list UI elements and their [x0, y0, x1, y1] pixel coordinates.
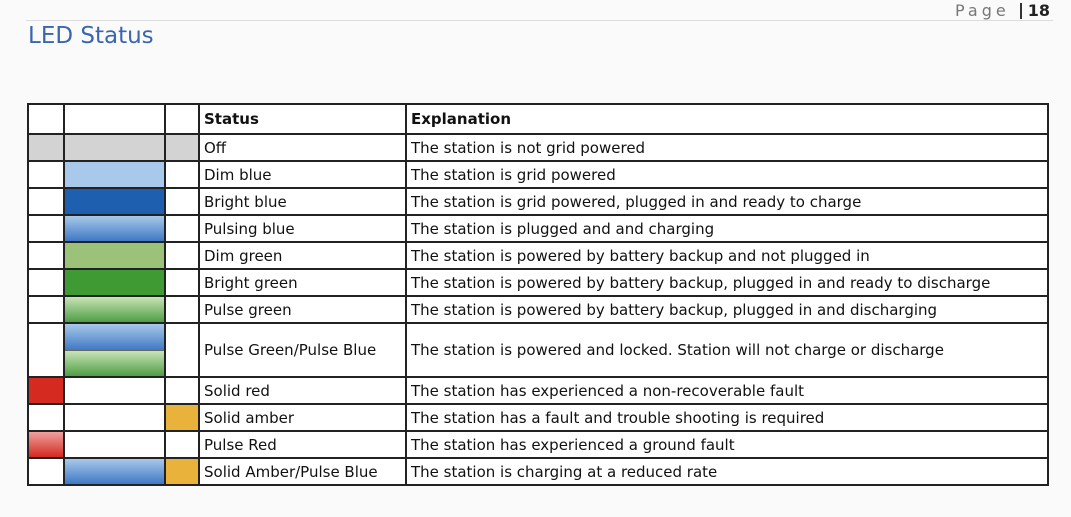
led-swatch-left	[28, 431, 64, 458]
header-status: Status	[199, 104, 406, 134]
header-swatch-cell-3	[165, 104, 199, 134]
led-swatch-right	[165, 377, 199, 404]
table-row	[28, 269, 1048, 296]
led-swatch-right	[165, 269, 199, 296]
table-row	[28, 377, 1048, 404]
explanation-cell: The station is powered by battery backup, plugged in and ready to discharge	[406, 269, 1048, 296]
led-swatch-center	[64, 323, 165, 377]
header-swatch-cell-2	[64, 104, 165, 134]
status-cell: Pulse Green/Pulse Blue	[199, 323, 406, 377]
explanation-cell: The station is grid powered, plugged in and ready to charge	[406, 188, 1048, 215]
explanation-cell: The station is not grid powered	[406, 134, 1048, 161]
led-swatch-center	[64, 431, 165, 458]
explanation-cell: The station has experienced a non-recoverable fault	[406, 377, 1048, 404]
led-swatch-center	[64, 296, 165, 323]
explanation-cell: The station has experienced a ground fault	[406, 431, 1048, 458]
led-swatch-left	[28, 242, 64, 269]
page-number-value: 18	[1027, 1, 1050, 20]
led-swatch-center	[64, 242, 165, 269]
page-number	[955, 1, 1050, 20]
led-swatch-center	[64, 215, 165, 242]
led-swatch-left	[28, 269, 64, 296]
led-status-table	[27, 103, 1049, 486]
led-swatch-right	[165, 242, 199, 269]
status-cell: Pulse Red	[199, 431, 406, 458]
status-cell: Off	[199, 134, 406, 161]
explanation-cell: The station is grid powered	[406, 161, 1048, 188]
led-swatch-center	[64, 458, 165, 485]
table-row	[28, 215, 1048, 242]
pulse-blue-swatch	[65, 324, 164, 351]
led-swatch-right	[165, 215, 199, 242]
led-swatch-right	[165, 458, 199, 485]
led-swatch-left	[28, 296, 64, 323]
status-cell: Solid amber	[199, 404, 406, 431]
led-swatch-center	[64, 269, 165, 296]
led-swatch-center	[64, 377, 165, 404]
led-swatch-left	[28, 215, 64, 242]
status-cell: Pulse green	[199, 296, 406, 323]
led-swatch-right	[165, 188, 199, 215]
pulse-green-swatch	[65, 351, 164, 377]
led-swatch-left	[28, 323, 64, 377]
table-row	[28, 242, 1048, 269]
led-swatch-right	[165, 431, 199, 458]
status-cell: Dim blue	[199, 161, 406, 188]
led-swatch-left	[28, 377, 64, 404]
page-divider	[1020, 3, 1022, 19]
explanation-cell: The station has a fault and trouble shooting is required	[406, 404, 1048, 431]
led-swatch-center	[64, 161, 165, 188]
led-swatch-right	[165, 404, 199, 431]
explanation-cell: The station is powered by battery backup and not plugged in	[406, 242, 1048, 269]
table-row	[28, 296, 1048, 323]
explanation-cell: The station is powered by battery backup, plugged in and discharging	[406, 296, 1048, 323]
status-cell: Dim green	[199, 242, 406, 269]
table-row	[28, 458, 1048, 485]
table-row	[28, 161, 1048, 188]
led-swatch-right	[165, 323, 199, 377]
table-header-row	[28, 104, 1048, 134]
status-cell: Bright blue	[199, 188, 406, 215]
header-rule	[26, 20, 1053, 21]
header-explanation: Explanation	[406, 104, 1048, 134]
led-swatch-left	[28, 188, 64, 215]
page-label: Page	[955, 1, 1010, 20]
led-swatch-left	[28, 458, 64, 485]
led-swatch-right	[165, 161, 199, 188]
table-row	[28, 431, 1048, 458]
status-cell: Bright green	[199, 269, 406, 296]
table-row	[28, 134, 1048, 161]
led-swatch-left	[28, 404, 64, 431]
table-row	[28, 404, 1048, 431]
led-swatch-center	[64, 404, 165, 431]
led-swatch-right	[165, 134, 199, 161]
explanation-cell: The station is plugged and and charging	[406, 215, 1048, 242]
header-swatch-cell-1	[28, 104, 64, 134]
explanation-cell: The station is charging at a reduced rate	[406, 458, 1048, 485]
led-swatch-center	[64, 188, 165, 215]
explanation-cell: The station is powered and locked. Station will not charge or discharge	[406, 323, 1048, 377]
page-title: LED Status	[28, 23, 154, 49]
led-swatch-center	[64, 134, 165, 161]
led-swatch-left	[28, 161, 64, 188]
status-cell: Solid red	[199, 377, 406, 404]
table-row	[28, 323, 1048, 377]
led-swatch-left	[28, 134, 64, 161]
led-swatch-right	[165, 296, 199, 323]
status-cell: Pulsing blue	[199, 215, 406, 242]
status-cell: Solid Amber/Pulse Blue	[199, 458, 406, 485]
table-row	[28, 188, 1048, 215]
